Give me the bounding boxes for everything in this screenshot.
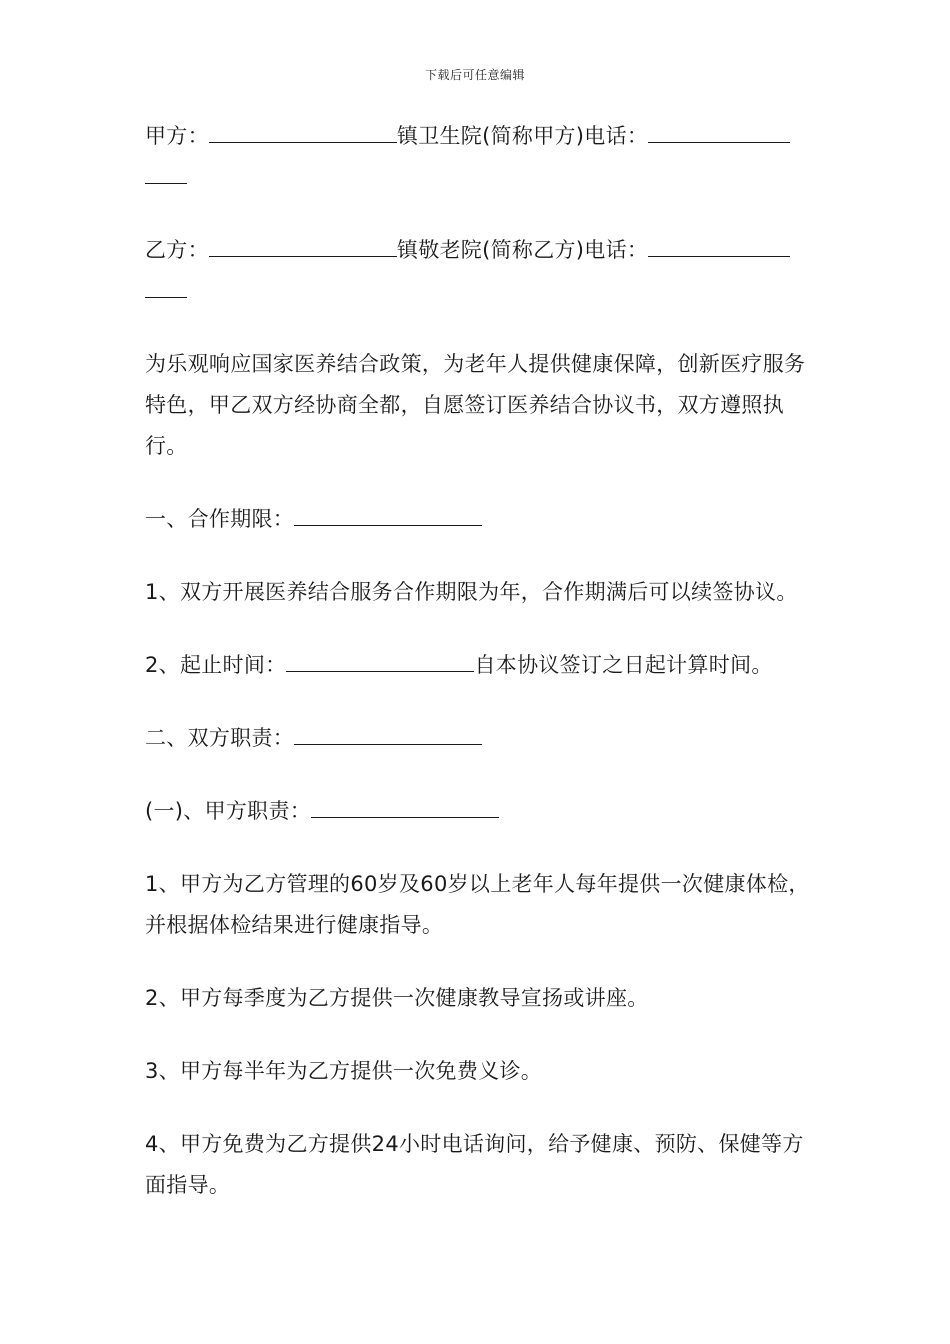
document-body xyxy=(145,116,810,1238)
party-a-suffix: 镇卫生院(简称甲方)电话： xyxy=(396,124,649,148)
section1-title: 一、合作期限： xyxy=(145,507,295,531)
duty-item-4: 4、甲方免费为乙方提供24小时电话询问，给予健康、预防、保健等方面指导。 xyxy=(145,1132,804,1197)
party-a-phone-blank-tail xyxy=(145,159,187,184)
section1-item1: 1、双方开展医养结合服务合作期限为年，合作期满后可以续签协议。 xyxy=(145,580,798,604)
party-b-label: 乙方： xyxy=(145,238,209,262)
sub1-title-line xyxy=(145,791,810,832)
section1-item2-blank xyxy=(286,647,474,672)
sub1-title: (一)、甲方职责： xyxy=(145,799,312,823)
section1-blank xyxy=(294,501,482,526)
party-b-line xyxy=(145,230,810,312)
party-b-phone-blank xyxy=(648,232,790,257)
party-b-suffix: 镇敬老院(简称乙方)电话： xyxy=(396,238,649,262)
party-b-phone-blank-tail xyxy=(145,273,187,298)
page-header-note: 下载后可任意编辑 xyxy=(424,68,525,82)
section2-title: 二、双方职责： xyxy=(145,726,295,750)
section1-title-line xyxy=(145,499,810,540)
intro-paragraph: 为乐观响应国家医养结合政策，为老年人提供健康保障，创新医疗服务特色，甲乙双方经协商全都，自愿签订医养结合协议书，双方遵照执行。 xyxy=(145,352,806,458)
duty-item-3: 3、甲方每半年为乙方提供一次免费义诊。 xyxy=(145,1059,543,1083)
section1-item2-line xyxy=(145,645,810,686)
duty-item-2: 2、甲方每季度为乙方提供一次健康教导宣扬或讲座。 xyxy=(145,986,649,1010)
section2-blank xyxy=(294,720,482,745)
section1-item2-suffix: 自本协议签订之日起计算时间。 xyxy=(474,653,773,677)
party-b-name-blank xyxy=(209,232,397,257)
sub1-blank xyxy=(311,793,499,818)
section2-title-line xyxy=(145,718,810,759)
party-a-name-blank xyxy=(209,118,397,143)
party-a-label: 甲方： xyxy=(145,124,209,148)
party-a-line xyxy=(145,116,810,198)
section1-item2-label: 2、起止时间： xyxy=(145,653,287,677)
duty-item-1: 1、甲方为乙方管理的60岁及60岁以上老年人每年提供一次健康体检，并根据体检结果进行健康指导。 xyxy=(145,872,810,937)
party-a-phone-blank xyxy=(648,118,790,143)
